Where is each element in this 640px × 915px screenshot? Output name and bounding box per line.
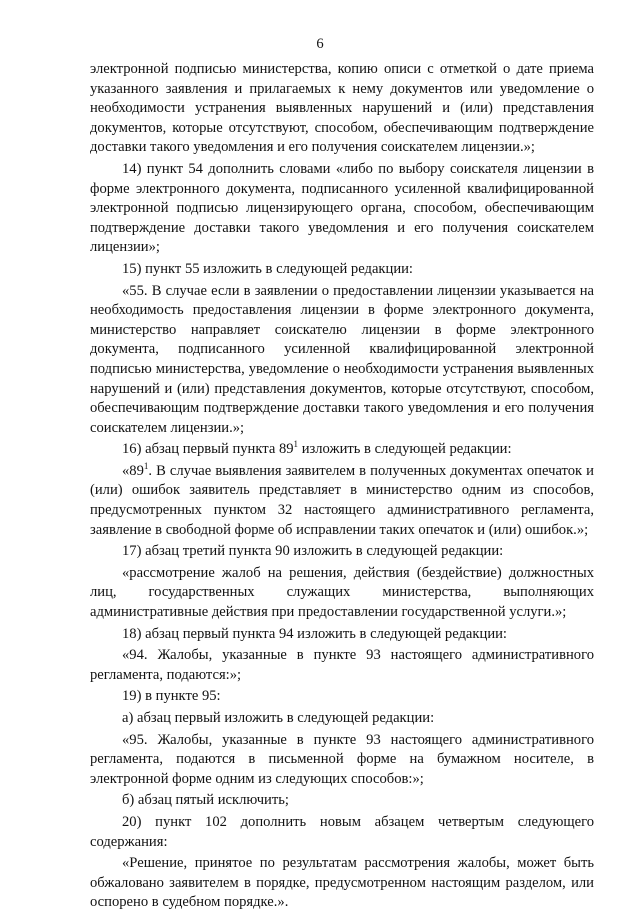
paragraph-clause-55: «55. В случае если в заявлении о предоставлении лицензии указывается на необходимость предоставления лицензии в форме электронного документа, министерство направляет соискателю лицензии в форме электронного документа, подписанного усиленной квалифицированной электронной подписью министерства, уведомление о необходимости устранения выявленных нарушений и (или) представления документов, которые отсутствуют, способом, обеспечивающим подтверждение доставки такого уведомления и его получения соискателем лицензии.»; (90, 282, 594, 436)
paragraph-clause-95: «95. Жалобы, указанные в пункте 93 настоящего административного регламента, подаются в письменной форме на бумажном носителе, в электронной форме одним из следующих способов:»; (90, 731, 594, 787)
paragraph-item-14: 14) пункт 54 дополнить словами «либо по выбору соискателя лицензии в форме электронного документа, подписанного усиленной квалифицированной электронной подписью лицензирующего органа, способом, обеспечивающим подтверждение доставки такого уведомления и его получения соискателем лицензии»; (90, 160, 594, 256)
paragraph-item-17: 17) абзац третий пункта 90 изложить в следующей редакции: (122, 543, 504, 560)
paragraph-item-20: 20) пункт 102 дополнить новым абзацем четвертым следующего содержания: (90, 813, 594, 850)
clause-89-text-end: . В случае выявления заявителем в полученных документах опечаток и (или) ошибок заявитель представляет в министерство одним из способов, предусмотренных пунктом 32 настоящего административного регламента, заявление в свободной форме об исправлении таких опечаток и (или) ошибок.»; (90, 462, 594, 538)
paragraph-item-15: 15) пункт 55 изложить в следующей редакции: (122, 260, 413, 277)
document-body (90, 60, 594, 915)
page-number: 6 (316, 36, 324, 52)
paragraph-clause-102: «Решение, принятое по результатам рассмотрения жалобы, может быть обжаловано заявителем в порядке, предусмотренном настоящим разделом, или оспорено в судебном порядке.». (90, 855, 594, 911)
paragraph-item-19-b: б) абзац пятый исключить; (122, 792, 289, 809)
item-16-text-start: 16) абзац первый пункта 89 (122, 441, 294, 458)
paragraph-clause-94: «94. Жалобы, указанные в пункте 93 настоящего административного регламента, подаются:»; (90, 647, 594, 683)
paragraph-continuation: электронной подписью министерства, копию описи с отметкой о дате приема указанного заявления и прилагаемых к нему документов или уведомление о необходимости устранения выявленных нарушений и (или) представления документов, которые отсутствуют, способом, обеспечивающим подтверждение доставки такого уведомления и его получения соискателем лицензии.»; (90, 61, 594, 156)
paragraph-item-19: 19) в пункте 95: (122, 688, 221, 705)
item-16-text-end: изложить в следующей редакции: (298, 441, 512, 458)
paragraph-clause-90: «рассмотрение жалоб на решения, действия (бездействие) должностных лиц, государственных служащих министерства, выполняющих административные действия при предоставлении государственной услуги.»; (90, 564, 594, 621)
item-16-superscript: 1 (293, 439, 299, 450)
paragraph-clause-89-1 (90, 462, 594, 540)
clause-89-text-start: «89 (122, 462, 144, 479)
paragraph-item-19-a: а) абзац первый изложить в следующей редакции: (122, 710, 435, 726)
paragraph-item-16 (90, 440, 594, 460)
clause-89-superscript: 1 (143, 460, 149, 471)
paragraph-item-18: 18) абзац первый пункта 94 изложить в следующей редакции: (122, 625, 507, 642)
